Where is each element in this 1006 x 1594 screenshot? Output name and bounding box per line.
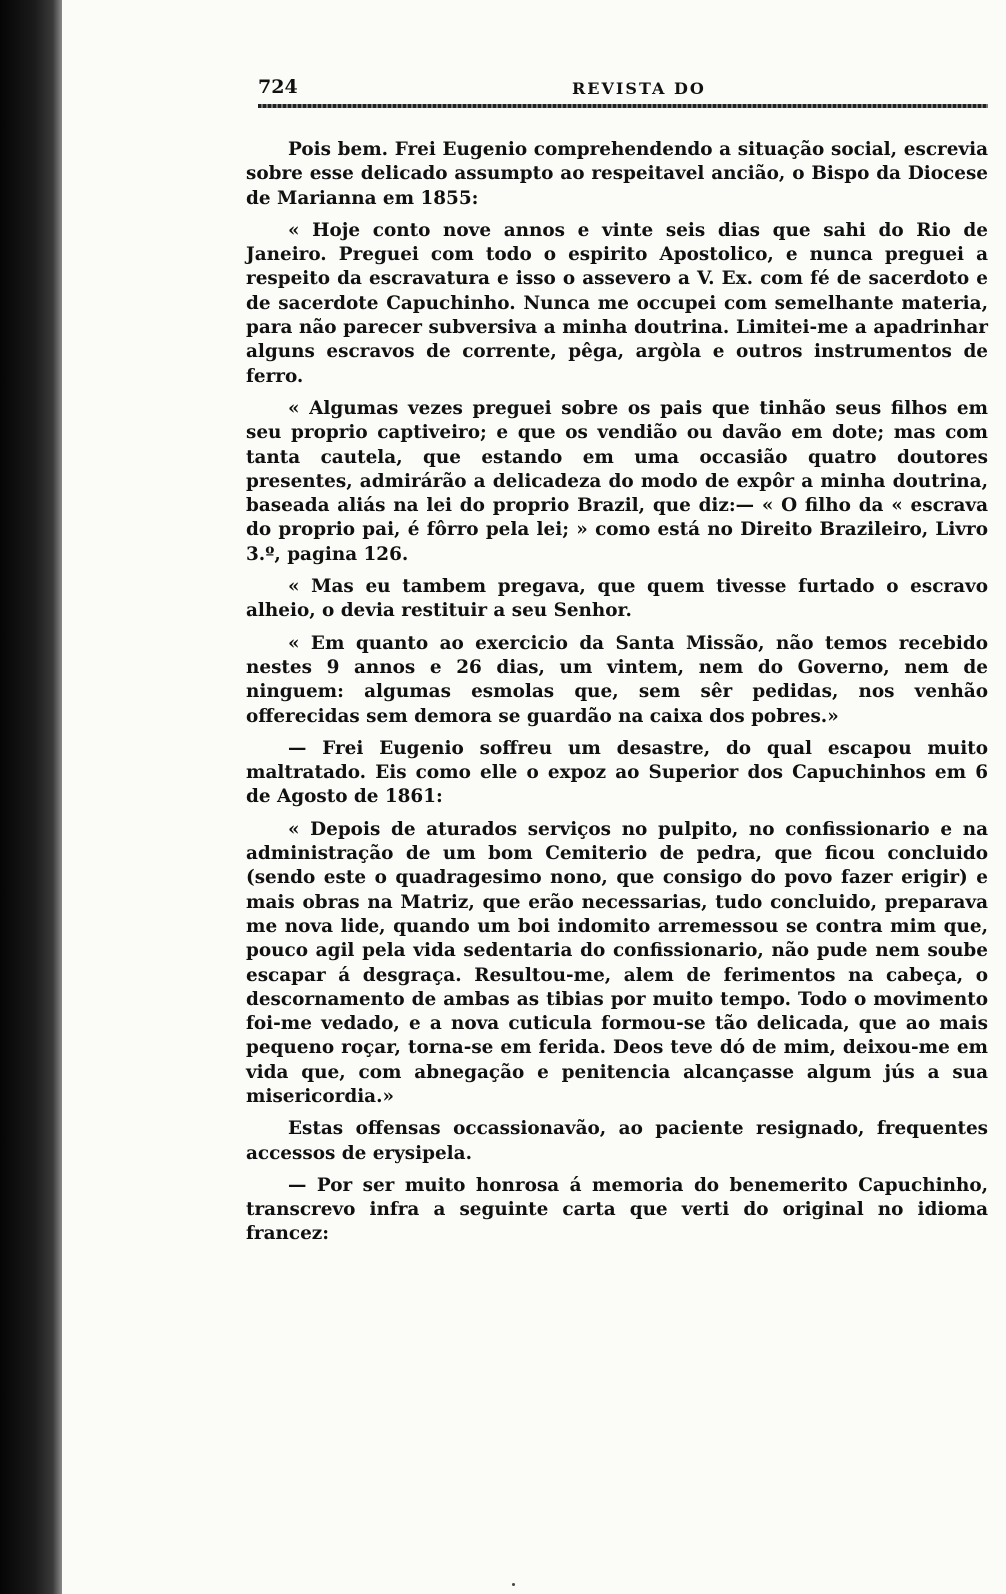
paragraph: — Frei Eugenio soffreu um desastre, do qual escapou muito maltratado. Eis como elle o expoz ao Superior dos Capuchinhos em 6 de Agosto de 1861:: [246, 737, 988, 808]
paragraph: « Hoje conto nove annos e vinte seis dias que sahi do Rio de Janeiro. Preguei com todo o espirito Apostolico, e nunca preguei a respeito da escravatura e isso o assevero a V. Ex. com fé de sacerdoto e de sacerdote Capuchinho. Nunca me occupei com semelhante materia, para não parecer subversiva a minha doutrina. Limitei-me a apadrinhar alguns escravos de corrente, pêga, argòla e outros instrumentos de ferro.: [246, 219, 988, 387]
paragraph: Estas offensas occassionavão, ao paciente resignado, frequentes accessos de erysipela.: [246, 1118, 988, 1164]
paragraph: « Mas eu tambem pregava, que quem tivesse furtado o escravo alheio, o devia restituir a seu Senhor.: [246, 576, 988, 622]
paragraph: Pois bem. Frei Eugenio comprehendendo a situação social, escrevia sobre esse delicado assumpto ao respeitavel ancião, o Bispo da Diocese de Marianna em 1855:: [246, 139, 988, 209]
paper-speck: [512, 1583, 515, 1586]
header-rule: [258, 104, 988, 108]
running-title: REVISTA DO: [572, 79, 706, 98]
paragraph: — Por ser muito honrosa á memoria do benemerito Capuchinho, transcrevo infra a seguinte carta que verti do original no idioma francez:: [246, 1174, 988, 1245]
paragraph: « Algumas vezes preguei sobre os pais que tinhão seus filhos em seu proprio captiveiro; e que os vendião ou davão em dote; mas com tanta cautela, que estando em uma occasião quatro doutores presentes, admirárão a delicadeza do modo de expôr a minha doutrina, baseada aliás na lei do proprio Brazil, que diz:— « O filho da « escrava do proprio pai, é fôrro pela lei; » como está no Direito Brazileiro, Livro 3.º, pagina 126.: [246, 397, 988, 565]
body-text: [246, 138, 988, 1255]
paragraph: « Depois de aturados serviços no pulpito, no confissionario e na administração de um bom Cemiterio de pedra, que ficou concluido (sendo este o quadragesimo nono, que consigo do povo fazer erigir) e mais obras na Matriz, que erão necessarias, tudo concluido, preparava me nova lide, quando um boi indomito arremessou se contra mim que, pouco agil pela vida sedentaria do confissionario, não pude nem soube escapar á desgraça. Resultou-me, alem de ferimentos na cabeça, o descornamento de ambas as tibias por muito tempo. Todo o movimento foi-me vedado, e a nova cuticula formou-se tão delicada, que ao mais pequeno roçar, torna-se em ferida. Deos teve dó de mim, deixou-me em vida que, com abnegação e penitencia alcançasse algum jús a sua misericordia.»: [246, 818, 988, 1107]
page-number: 724: [258, 76, 298, 98]
book-binding-shadow: [0, 0, 62, 1594]
paragraph: « Em quanto ao exercicio da Santa Missão, não temos recebido nestes 9 annos e 26 dias, um vintem, nem do Governo, nem de ninguem: algumas esmolas que, sem sêr pedidas, nos venhão offerecidas sem demora se guardão na caixa dos pobres.»: [246, 632, 988, 727]
